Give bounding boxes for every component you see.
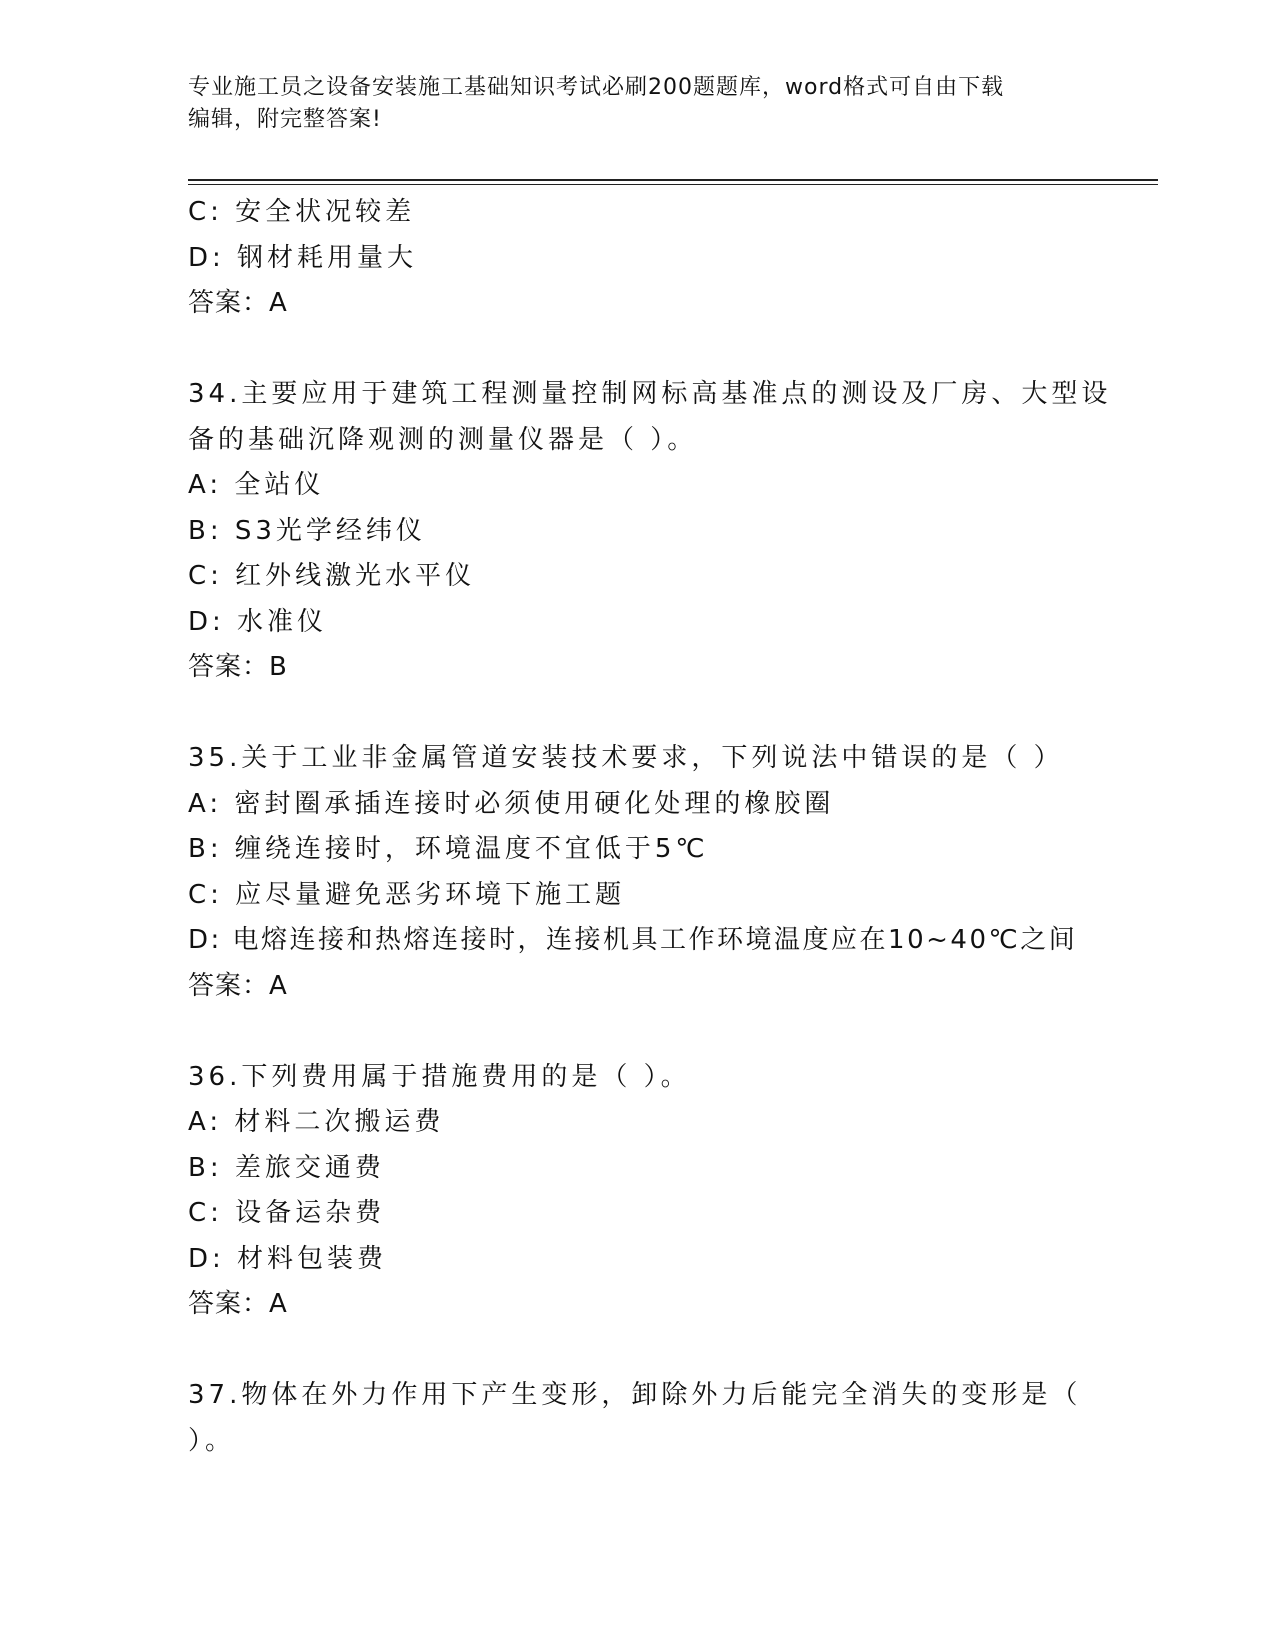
question-list: [188, 190, 1148, 1464]
spacer: [188, 691, 1148, 737]
question-text-line-2: 备的基础沉降观测的测量仪器是（ ）。: [188, 424, 698, 455]
option-d: D: 材料包装费: [188, 1243, 388, 1274]
document-header: [188, 72, 1068, 136]
option-a: A: 密封圈承插连接时必须使用硬化处理的橡胶圈: [188, 788, 835, 819]
answer-line: 答案：B: [188, 652, 288, 682]
option-b: B: 差旅交通费: [188, 1152, 385, 1183]
option-d: D: 钢材耗用量大: [188, 242, 418, 273]
question-text-line-1: 36.下列费用属于措施费用的是（ ）。: [188, 1061, 691, 1092]
option-c: C: 应尽量避免恶劣环境下施工题: [188, 879, 626, 910]
answer-line: 答案：A: [188, 288, 288, 318]
question-34: [188, 372, 1148, 691]
question-36: [188, 1055, 1148, 1328]
option-c: C: 安全状况较差: [188, 197, 416, 227]
option-b: B: S3光学经纬仪: [188, 515, 426, 546]
option-a: A: 全站仪: [188, 470, 325, 500]
option-d: D: 水准仪: [188, 606, 328, 637]
header-title-line-2: 编辑，附完整答案!: [188, 107, 382, 132]
header-divider-thick: [188, 179, 1158, 181]
question-text-line-1: 37.物体在外力作用下产生变形，卸除外力后能完全消失的变形是（: [188, 1380, 1082, 1410]
answer-line: 答案：A: [188, 970, 288, 1001]
previous-question-tail: [188, 190, 1148, 327]
answer-line: 答案：A: [188, 1289, 288, 1319]
option-a: A: 材料二次搬运费: [188, 1107, 445, 1137]
spacer: [188, 327, 1148, 373]
spacer: [188, 1328, 1148, 1374]
question-35: [188, 736, 1148, 1009]
spacer: [188, 1009, 1148, 1055]
option-b: B: 缠绕连接时，环境温度不宜低于5℃: [188, 834, 709, 864]
question-37: [188, 1373, 1148, 1464]
header-divider-thin: [188, 184, 1158, 185]
question-text-line-2: ）。: [188, 1425, 236, 1456]
question-text-line-1: 34.主要应用于建筑工程测量控制网标高基准点的测设及厂房、大型设: [188, 379, 1112, 409]
option-c: C: 红外线激光水平仪: [188, 561, 476, 591]
header-title-line-1: 专业施工员之设备安装施工基础知识考试必刷200题题库，word格式可自由下载: [188, 75, 1005, 100]
option-c: C: 设备运杂费: [188, 1198, 386, 1228]
question-text-line-1: 35.关于工业非金属管道安装技术要求，下列说法中错误的是（ ）: [188, 743, 1064, 773]
option-d: D: 电熔连接和热熔连接时，连接机具工作环境温度应在10~40℃之间: [188, 925, 1078, 955]
